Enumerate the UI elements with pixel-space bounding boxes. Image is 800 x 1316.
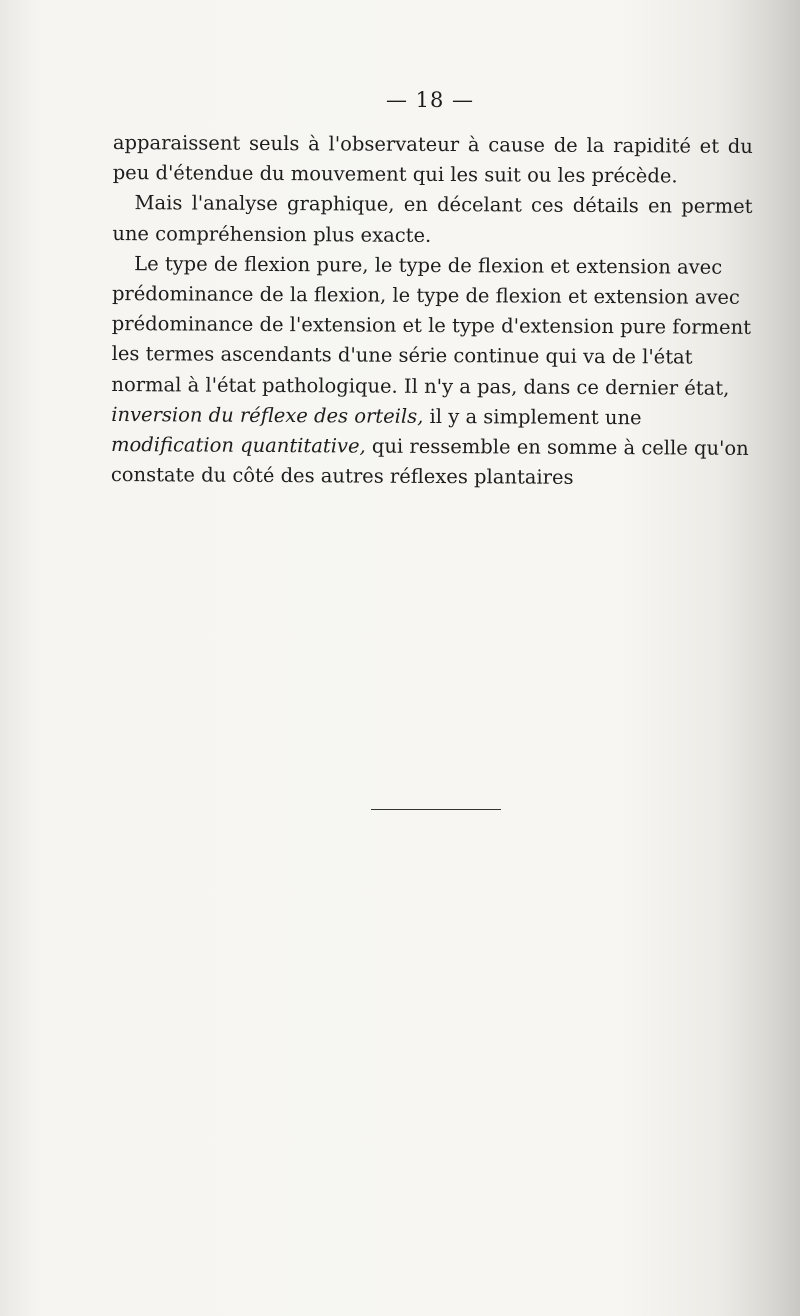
paragraph-1-text: apparaissent seuls à l'observateur à cause de la rapidité et du peu d'étendue du mouvement qui les suit ou les précède. <box>112 130 753 188</box>
paragraph-3-text-a: Le type de flexion pure, le type de flexion et extension avec prédominance de la flexion, le type de flexion et extension avec prédominance de l'extension et le type d'extension pure forment les termes ascendants d'une série continue qui va de l'état normal à l'état pathologique. Il n'y a pas, dans ce dernier état, <box>111 251 752 400</box>
paragraph-2 <box>112 188 752 252</box>
section-end-rule <box>371 809 501 810</box>
page-number: — 18 — <box>385 88 475 112</box>
paragraph-3-text-b: il y a simplement une <box>423 404 642 430</box>
paragraph-3 <box>111 249 752 495</box>
paragraph-3-italic-a: inversion du réflexe des orteils, <box>111 402 424 428</box>
paragraph-1 <box>113 128 753 192</box>
paragraph-3-text-c: qui ressemble en somme à celle qu'on constate du côté des autres réflexes plantaires <box>110 434 749 490</box>
paragraph-2-text: Mais l'analyse graphique, en décelant ces détails en permet une compréhension plus exacte. <box>112 191 753 247</box>
paragraph-3-italic-b: modification quantitative, <box>110 433 366 458</box>
body-text <box>111 128 753 494</box>
